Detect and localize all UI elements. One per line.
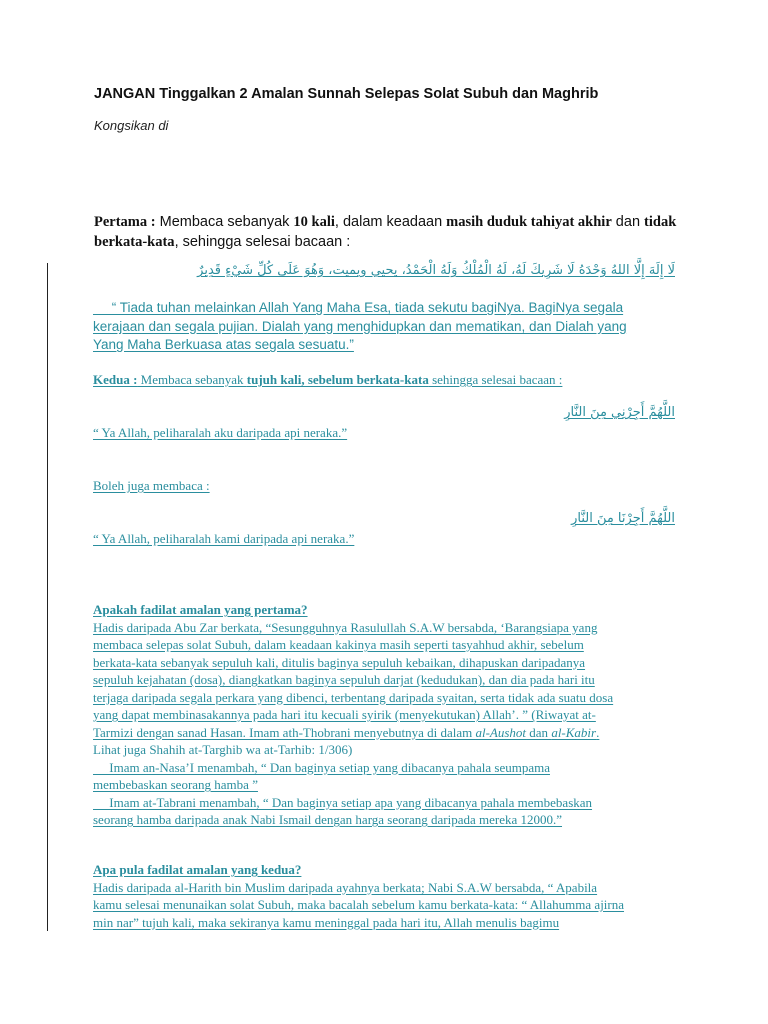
arabic-dhikr-2[interactable]: اللَّهُمَّ أَجِرْنِي مِنَ النَّارِ [564, 405, 675, 420]
pertama-instruction [94, 212, 676, 252]
fadilat-2-line-2: kamu selesai menunaikan solat Subuh, maka bacalah sebelum kamu berkata-kata: “ Allahumma ajirna [93, 897, 625, 912]
fadilat-1-line-10: membebaskan seorang hamba ” [93, 777, 258, 792]
fadilat-1-line-7-c: dan [526, 724, 552, 740]
pertama-text-3: dan [611, 214, 645, 230]
fadilat-1-line-5: terjaga daripada segala perkara yang dibenci, terbentang daripada syaitan, serta tidak ada suatu dosa [93, 689, 614, 705]
pertama-text-2: , dalam keadaan [334, 214, 447, 230]
kedua-label: Kedua : [93, 372, 138, 387]
fadilat-1-line-1: Hadis daripada Abu Zar berkata, “Sesungguhnya Rasulullah S.A.W bersabda, ‘Barangsiapa yang [93, 619, 598, 635]
pertama-label: Pertama : [94, 214, 156, 230]
kedua-text-2: sehingga selesai bacaan : [428, 372, 563, 387]
fadilat-1-line-7-a: Tarmizi dengan sanad Hasan. Imam ath-Thobrani menyebutnya di dalam [93, 724, 476, 740]
fadilat-1-line-7-e: . [596, 724, 600, 740]
fadilat-1-line-7 [93, 724, 613, 742]
fadilat-2-section[interactable] [93, 861, 624, 931]
translation-1-line-1: “ Tiada tuhan melainkan Allah Yang Maha Esa, tiada sekutu bagiNya. BagiNya segala [93, 300, 624, 315]
pertama-count: 10 kali [293, 214, 335, 230]
translation-1-line-2: kerajaan dan segala pujian. Dialah yang menghidupkan dan mematikan, dan Dialah yang [93, 318, 627, 334]
kedua-condition: tujuh kali, sebelum berkata-kata [246, 372, 429, 387]
document-title: JANGAN Tinggalkan 2 Amalan Sunnah Selepas Solat Subuh dan Maghrib [94, 86, 599, 102]
fadilat-1-section[interactable] [93, 601, 613, 829]
translation-1-line-3: Yang Maha Berkuasa atas segala sesuatu.” [93, 337, 354, 352]
pertama-condition: masih duduk tahiyat akhir [446, 214, 612, 230]
kedua-instruction[interactable] [93, 372, 562, 388]
fadilat-1-heading: Apakah fadilat amalan yang pertama? [93, 602, 308, 617]
fadilat-2-line-1: Hadis daripada al-Harith bin Muslim daripada ayahnya berkata; Nabi S.A.W bersabda, “ Apabila [93, 879, 598, 895]
pertama-text-4: , sehingga selesai bacaan : [174, 234, 351, 250]
translation-2[interactable]: “ Ya Allah, peliharalah aku daripada api neraka.” [93, 425, 348, 440]
arabic-dhikr-1[interactable]: لَا إِلَهَ إِلَّا اللهُ وَحْدَهُ لَا شَرِيكَ لَهُ، لَهُ الْمُلْكُ وَلَهُ الْحَمْدُ، يحيي ويميت، وَهُوَ عَلَى كُلِّ شَيْءٍ قَدِيرٌ [197, 263, 675, 278]
fadilat-1-line-9: Imam an-Nasa’I menambah, “ Dan baginya setiap yang dibacanya pahala seumpama [93, 759, 550, 775]
source-aushot: al-Aushot [475, 724, 527, 740]
pertama-tidak: tidak [644, 214, 677, 230]
fadilat-1-line-3: berkata-kata sebanyak sepuluh kali, ditulis baginya sepuluh kebaikan, dihapuskan daripadanya [93, 654, 586, 670]
fadilat-2-heading: Apa pula fadilat amalan yang kedua? [93, 862, 302, 877]
fadilat-1-line-2: membaca selepas solat Subuh, dalam keadaan kakinya masih seperti tasyahhud akhir, sebelum [93, 637, 584, 652]
fadilat-2-line-3: min nar” tujuh kali, maka sekiranya kamu meninggal pada hari itu, Allah menulis bagimu [93, 914, 560, 930]
translation-3[interactable]: “ Ya Allah, peliharalah kami daripada api neraka.” [93, 531, 355, 546]
pertama-text-1: Membaca sebanyak [155, 214, 294, 230]
margin-rule [47, 263, 48, 931]
arabic-dhikr-3[interactable]: اللَّهُمَّ أَجِرْنَا مِنَ النَّارِ [571, 511, 675, 526]
pertama-berkata: berkata-kata [94, 234, 175, 250]
fadilat-1-line-4: sepuluh kejahatan (dosa), diangkatkan baginya sepuluh darjat (kedudukan), dan dia pada hari itu [93, 672, 595, 687]
share-label: Kongsikan di [94, 118, 169, 133]
source-kabir: al-Kabir [551, 724, 597, 740]
fadilat-1-line-12: seorang hamba daripada anak Nabi Ismail dengan harga seorang daripada mereka 12000.” [93, 812, 563, 827]
fadilat-1-line-8: Lihat juga Shahih at-Targhib wa at-Tarhib: 1/306) [93, 742, 353, 757]
kedua-text-1: Membaca sebanyak [137, 372, 247, 387]
fadilat-1-line-6: yang dapat membinasakannya pada hari itu kecuali syirik (menyekutukan) Allah’. ” (Riwayat at- [93, 707, 596, 722]
fadilat-1-line-11: Imam at-Tabrani menambah, “ Dan baginya setiap apa yang dibacanya pahala membebaskan [93, 794, 593, 810]
translation-1[interactable] [93, 299, 627, 355]
alternative-label[interactable]: Boleh juga membaca : [93, 478, 210, 493]
